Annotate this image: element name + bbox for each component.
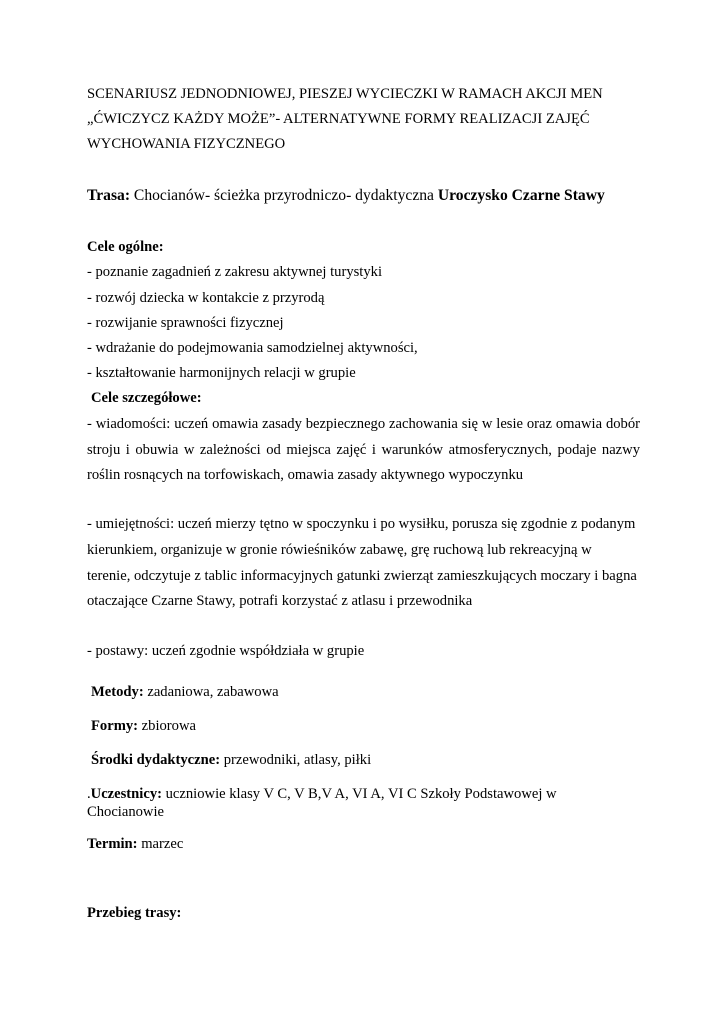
- participants-line: [87, 787, 557, 802]
- general-goals-heading: [87, 240, 164, 255]
- forms-value: zbiorowa: [138, 718, 196, 734]
- participants-label: Uczestnicy:: [90, 786, 162, 802]
- title-line-3: WYCHOWANIA FIZYCZNEGO: [87, 136, 286, 152]
- forms-line: [91, 719, 196, 734]
- didactic-means-line: [91, 753, 371, 768]
- methods-value: zadaniowa, zabawowa: [143, 684, 279, 700]
- general-goal-item: - wdrażanie do podejmowania samodzielnej aktywności,: [87, 340, 418, 356]
- route-destination: Uroczysko Czarne Stawy: [437, 187, 605, 204]
- methods-label: Metody:: [91, 684, 144, 700]
- title-line-1: SCENARIUSZ JEDNODNIOWEJ, PIESZEJ WYCIECZKI W RAMACH AKCJI MEN: [87, 86, 603, 102]
- methods-line: [91, 685, 279, 700]
- general-goals-heading-text: Cele ogólne:: [87, 239, 164, 255]
- general-goal-item: - poznanie zagadnień z zakresu aktywnej turystyki: [87, 264, 383, 280]
- didactic-means-label: Środki dydaktyczne:: [91, 752, 221, 768]
- skills-line-2: kierunkiem, organizuje w gronie rówieśników zabawę, grę ruchową lub rekreacyjną w: [87, 542, 592, 558]
- specific-goals-heading: [91, 391, 202, 406]
- knowledge-line-1: - wiadomości: uczeń omawia zasady bezpiecznego zachowania się w lesie oraz omawia dobór: [87, 416, 640, 432]
- term-label: Termin:: [87, 836, 138, 852]
- specific-goals-heading-text: Cele szczegółowe:: [91, 390, 202, 406]
- route-label: Trasa:: [87, 187, 131, 204]
- didactic-means-value: przewodniki, atlasy, piłki: [220, 752, 372, 768]
- title-line-2: „ĆWICZYCZ KAŻDY MOŻE”- ALTERNATYWNE FORMY REALIZACJI ZAJĘĆ: [87, 111, 590, 127]
- participants-line-2: Chocianowie: [87, 804, 165, 820]
- general-goal-item: - kształtowanie harmonijnych relacji w grupie: [87, 365, 356, 381]
- forms-label: Formy:: [91, 718, 139, 734]
- knowledge-line-3: roślin rosnących na torfowiskach, omawia zasady aktywnego wypoczynku: [87, 467, 524, 483]
- general-goal-item: - rozwijanie sprawności fizycznej: [87, 315, 284, 331]
- general-goal-item: - rozwój dziecka w kontakcie z przyrodą: [87, 290, 325, 306]
- participants-prefix: .: [87, 786, 91, 802]
- knowledge-line-2: stroju i obuwia w zależności od miejsca zajęć i warunków atmosferycznych, podaje nazwy: [87, 442, 640, 458]
- attitudes-line: - postawy: uczeń zgodnie współdziała w grupie: [87, 643, 365, 659]
- skills-line-3: terenie, odczytuje z tablic informacyjnych gatunki zwierząt zamieszkujących moczary i bagna: [87, 568, 637, 584]
- route-text: Chocianów- ścieżka przyrodniczo- dydaktyczna: [130, 187, 438, 204]
- route-line: [87, 188, 605, 204]
- skills-line-4: otaczające Czarne Stawy, potrafi korzystać z atlasu i przewodnika: [87, 593, 473, 609]
- term-line: [87, 837, 183, 852]
- skills-line-1: - umiejętności: uczeń mierzy tętno w spoczynku i po wysiłku, porusza się zgodnie z podanym: [87, 516, 636, 532]
- route-course-heading-text: Przebieg trasy:: [87, 905, 182, 921]
- term-value: marzec: [137, 836, 184, 852]
- participants-value: uczniowie klasy V C, V B,V A, VI A, VI C Szkoły Podstawowej w: [161, 786, 557, 802]
- route-course-heading: [87, 906, 181, 921]
